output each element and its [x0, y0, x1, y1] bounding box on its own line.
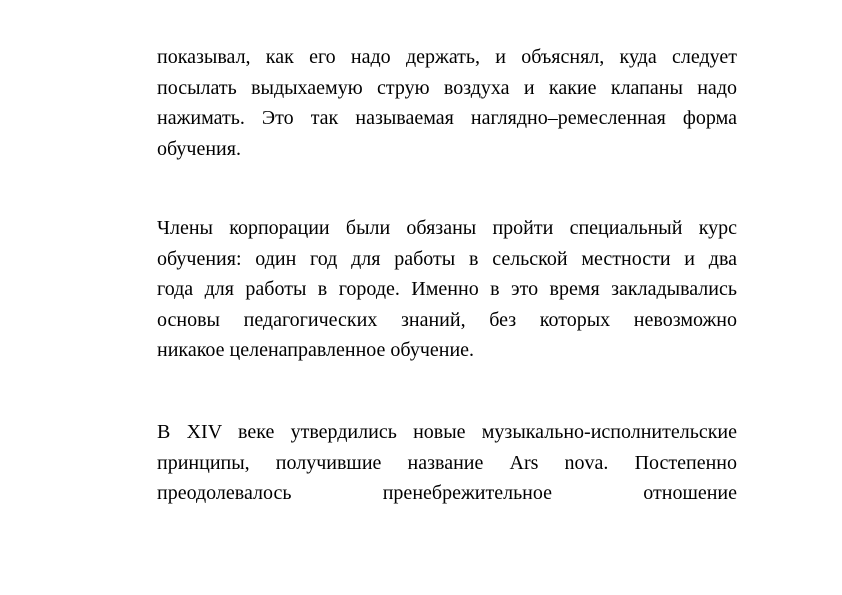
paragraph-3 [157, 417, 737, 509]
paragraph-1 [157, 42, 737, 164]
paragraph-line: посылать выдыхаемую струю воздуха и какие клапаны надо [157, 76, 737, 99]
paragraph-2 [157, 213, 737, 366]
paragraph-line: показывал, как его надо держать, и объяснял, куда следует [157, 46, 737, 68]
paragraph-line: года для работы в городе. Именно в это время закладывались [157, 278, 737, 300]
paragraph-line: принципы, получившие название Ars nova. Постепенно [157, 451, 737, 474]
paragraph-line: никакое целенаправленное обучение. [157, 339, 475, 361]
paragraph-line: Члены корпорации были обязаны пройти специальный курс [157, 217, 737, 239]
paragraph-line: преодолевалось пренебрежительное отношение [157, 482, 737, 504]
paragraph-line: нажимать. Это так называемая наглядно–ремесленная форма [157, 107, 737, 129]
paragraph-line: основы педагогических знаний, без которых невозможно [157, 308, 737, 331]
paragraph-line: обучения. [157, 137, 241, 160]
paragraph-line: обучения: один год для работы в сельской местности и два [157, 247, 737, 270]
paragraph-line: В XIV веке утвердились новые музыкально-исполнительские [157, 421, 737, 443]
